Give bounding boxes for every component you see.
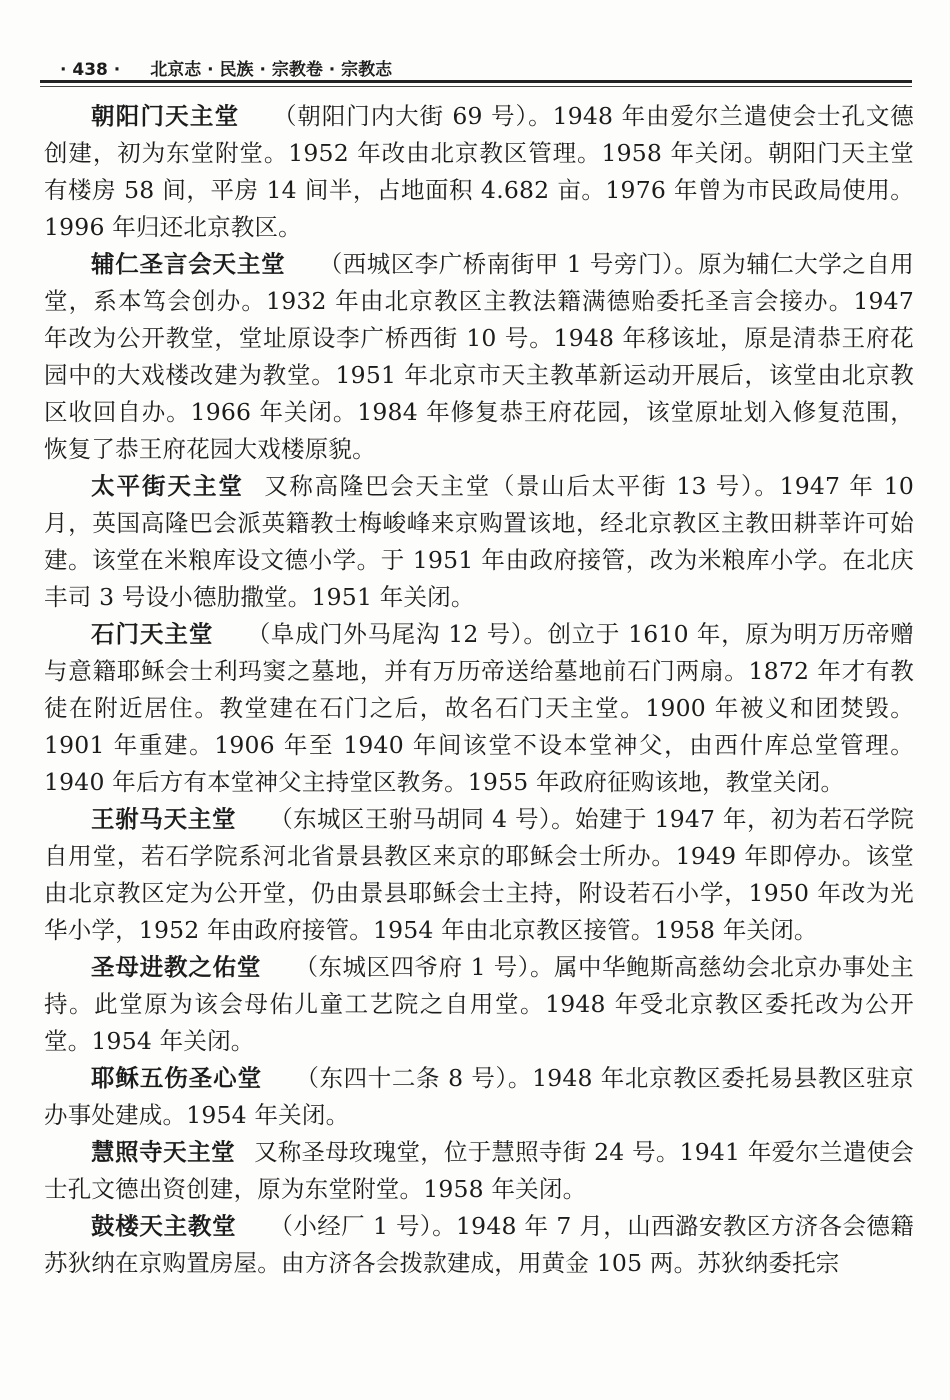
entry-name: 辅仁圣言会天主堂: [91, 250, 286, 278]
entry-name: 太平街天主堂: [91, 472, 244, 500]
entry-shengmu-church: [44, 949, 914, 1060]
entry-text: （朝阳门内大街 69 号）。1948 年由爱尔兰遣使会士孔文德创建，初为东堂附堂。1952 年改由北京教区管理。1958 年关闭。朝阳门天主堂有楼房 58 间，平房 14 间半，占地面积 4.682 亩。1976 年曾为市民政局使用。1996 年归还北京教区。: [44, 102, 915, 241]
entry-text: （东四十二条 8 号）。1948 年北京教区委托易县教区驻京办事处建成。1954 年关闭。: [44, 1064, 915, 1129]
entry-text: （东城区四爷府 1 号）。属中华鲍斯高慈幼会北京办事处主持。此堂原为该会母佑儿童工艺院之自用堂。1948 年受北京教区委托改为公开堂。1954 年关闭。: [44, 953, 915, 1055]
entry-wangfuma-church: [44, 801, 914, 949]
entry-text: （东城区王驸马胡同 4 号）。始建于 1947 年，初为若石学院自用堂，若石学院系河北省景县教区来京的耶稣会士所办。1949 年即停办。该堂由北京教区定为公开堂，仍由景县耶稣会士主持，附设若石小学，1950 年改为光华小学，1952 年由政府接管。1954 年由北京教区接管。1958 年关闭。: [44, 805, 914, 944]
entry-name: 石门天主堂: [91, 620, 214, 648]
entry-name: 圣母进教之佑堂: [91, 953, 262, 981]
entry-huizhaosi-church: [44, 1134, 914, 1208]
entry-text: 又称圣母玫瑰堂，位于慧照寺街 24 号。1941 年爱尔兰遣使会士孔文德出资创建，原为东堂附堂。1958 年关闭。: [44, 1138, 915, 1203]
entry-taipingjie-church: [44, 468, 914, 616]
entry-wushang-church: [44, 1060, 914, 1134]
entry-text: （小经厂 1 号）。1948 年 7 月，山西潞安教区方济各会德籍苏狄纳在京购置房屋。由方济各会拨款建成，用黄金 105 两。苏狄纳委托宗: [44, 1212, 914, 1277]
entry-name: 耶稣五伤圣心堂: [91, 1064, 262, 1092]
entry-name: 王驸马天主堂: [91, 805, 237, 833]
entry-gulou-church: [44, 1208, 914, 1282]
entry-text: 又称高隆巴会天主堂（景山后太平街 13 号）。1947 年 10 月，英国高隆巴会派英籍教士梅峻峰来京购置该地，经北京教区主教田耕莘许可始建。该堂在米粮库设文德小学。于 1951 年由政府接管，改为米粮库小学。在北庆丰司 3 号设小德肋撒堂。1951 年关闭。: [44, 472, 915, 611]
body-text: [44, 98, 914, 1282]
page-number: · 438 ·: [60, 60, 121, 80]
entry-name: 朝阳门天主堂: [91, 102, 240, 130]
entry-text: （阜成门外马尾沟 12 号）。创立于 1610 年，原为明万历帝赠与意籍耶稣会士利玛窦之墓地，并有万历帝送给墓地前石门两扇。1872 年才有教徒在附近居住。教堂建在石门之后，故名石门天主堂。1900 年被义和团焚毁。1901 年重建。1906 年至 1940 年间该堂不设本堂神父，由西什库总堂管理。1940 年后方有本堂神父主持堂区教务。1955 年政府征购该地，教堂关闭。: [44, 620, 914, 796]
header-rule-thin: [40, 86, 912, 87]
header-rule-thick: [40, 80, 912, 83]
running-header: [60, 50, 910, 80]
entry-chaoyangmen-church: [44, 98, 914, 246]
entry-furen-church: [44, 246, 914, 468]
entry-text: （西城区李广桥南街甲 1 号旁门）。原为辅仁大学之自用堂，系本笃会创办。1932 年由北京教区主教法籍满德贻委托圣言会接办。1947 年改为公开教堂，堂址原设李广桥西街 10 号。1948 年移该址，原是清恭王府花园中的大戏楼改建为教堂。1951 年北京市天主教革新运动开展后，该堂由北京教区收回自办。1966 年关闭。1984 年修复恭王府花园，该堂原址划入修复范围，恢复了恭王府花园大戏楼原貌。: [44, 250, 915, 463]
entry-name: 鼓楼天主教堂: [91, 1212, 237, 1240]
entry-shimen-church: [44, 616, 914, 801]
entry-name: 慧照寺天主堂: [91, 1138, 236, 1166]
running-title: 北京志 · 民族 · 宗教卷 · 宗教志: [150, 60, 393, 80]
